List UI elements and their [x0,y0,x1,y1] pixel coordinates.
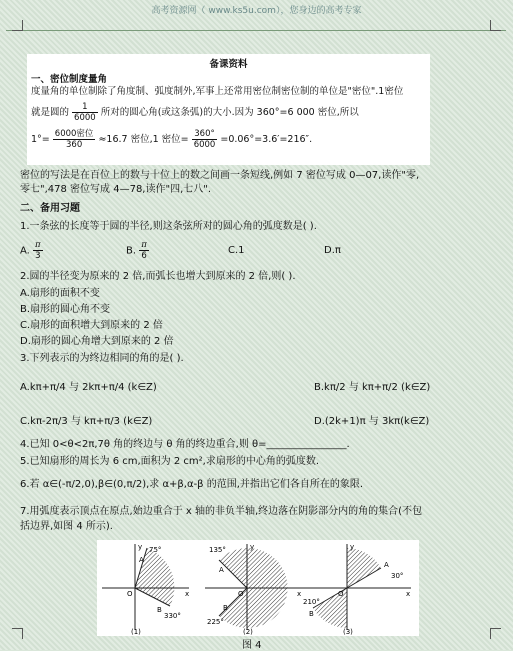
q2-option-d: D.扇形的圆心角增大到原来的 2 倍 [20,336,174,347]
figure-4-diagrams [97,540,419,636]
label-a: A [139,556,144,564]
q2-option-b: B.扇形的圆心角不变 [20,304,111,315]
fraction [33,240,43,261]
origin-label: O [238,590,244,598]
question-2: 2.圆的半径变为原来的 2 倍,而弧长也增大到原来的 2 倍,则( ). [20,271,296,282]
mil-line-1: 密位的写法是在百位上的数与十位上的数之间画一条短线,例如 7 密位写成 0—07,读作"零, [20,170,420,181]
angle-330: 330° [164,612,181,620]
x-label: x [185,590,190,598]
mil-line-2: 零七",478 密位写成 4—78,读作"四,七八". [20,184,212,195]
question-5: 5.已知扇形的周长为 6 cm,面积为 2 cm²,求扇形的中心角的弧度数. [20,456,320,467]
label-b: B [309,610,314,618]
margin-mark-top-right [490,20,501,31]
q3-option-d: D.(2k+1)π 与 3kπ(k∈Z) [314,416,430,427]
header-divider [6,30,506,31]
figure-4 [97,540,419,636]
q2-option-a: A.扇形的面积不变 [20,288,100,299]
y-label: y [350,543,355,551]
label-b: B [157,606,162,614]
q3-option-c: C.kπ-2π/3 与 kπ+π/3 (k∈Z) [20,416,153,427]
denominator: 6000 [74,113,96,123]
q1-option-c: C.1 [228,245,245,256]
text: 1°= [31,134,50,145]
reference-box [27,54,430,165]
question-1: 1.一条弦的长度等于圆的半径,则这条弦所对的圆心角的弧度数是( ). [20,221,317,232]
angle-75: 75° [149,546,162,554]
q2-option-c: C.扇形的面积增大到原来的 2 倍 [20,320,163,331]
question-6: 6.若 α∈(-π/2,0),β∈(0,π/2),求 α+β,α-β 的范围,并指出它们各自所在的象限. [20,479,364,490]
label: A. [20,245,30,257]
question-7-line-1: 7.用弧度表示顶点在原点,始边重合于 x 轴的非负半轴,终边落在阴影部分内的角的集合(不包 [20,506,423,517]
figure-caption: 图 4 [242,640,262,651]
label-a: A [384,561,389,569]
origin-label: O [338,590,344,598]
denominator: 6 [141,251,147,261]
shaded-sector-upper [347,548,381,588]
box-paragraph-1: 度量角的单位制除了角度制、弧度制外,军事上还常用密位制密位制的单位是"密位".1密位 [31,86,404,97]
numerator: 360° [192,129,218,140]
box-title: 备课资料 [209,59,248,70]
origin-label: O [127,590,133,598]
fraction-6000-360 [53,129,96,150]
y-label: y [250,543,255,551]
text: ≈16.7 密位,1 密位= [98,134,189,145]
figure-1 [102,543,189,636]
numerator: 6000密位 [54,129,94,139]
margin-mark-bottom-right [490,628,501,639]
angle-210: 210° [303,598,320,606]
fraction-1-6000 [72,102,98,123]
angle-30: 30° [391,572,404,580]
text: 就是圆的 [31,107,70,118]
numerator: π [141,240,147,250]
section-heading-exercises: 二、备用习题 [20,203,80,214]
label-b: B [223,604,228,612]
text: =0.06°=3.6′=216″. [220,134,313,145]
numerator: 1 [72,102,98,113]
label-a: A [219,566,224,574]
q1-option-b [126,240,149,261]
y-label: y [138,543,143,551]
figure-3 [302,543,411,636]
angle-135: 135° [209,546,226,554]
section-heading-mil: 一、密位制度量角 [31,74,108,85]
question-3: 3.下列表示的为终边相同的角的是( ). [20,353,184,364]
box-paragraph-2 [31,102,426,123]
x-label: x [297,590,302,598]
question-4: 4.已知 0<θ<2π,7θ 角的终边与 θ 角的终边重合,则 θ=________________. [20,439,350,450]
fraction [139,240,149,261]
margin-mark-top-left [12,20,23,31]
label: B. [126,245,137,257]
q1-option-a [20,240,43,261]
page-header: 高考资源网（ www.ks5u.com），您身边的高考专家 [151,6,362,16]
numerator: π [35,240,41,250]
figure-number-3: (3) [343,628,353,636]
denominator: 3 [35,251,41,261]
fraction-360-6000 [192,129,218,150]
denominator: 360 [66,140,83,150]
q3-option-a: A.kπ+π/4 与 2kπ+π/4 (k∈Z) [20,382,157,393]
q1-option-d: D.π [324,245,341,256]
figure-2 [205,543,302,636]
box-paragraph-3 [31,129,426,150]
question-7-line-2: 括边界,如图 4 所示). [20,521,113,532]
x-label: x [406,590,411,598]
angle-225: 225° [207,618,224,626]
q3-option-b: B.kπ/2 与 kπ+π/2 (k∈Z) [314,382,431,393]
margin-mark-bottom-left [12,628,23,639]
figure-number-2: (2) [243,628,253,636]
figure-number-1: (1) [131,628,141,636]
denominator: 6000 [193,140,216,150]
text: 所对的圆心角(或这条弧)的大小.因为 360°=6 000 密位,所以 [100,107,359,118]
